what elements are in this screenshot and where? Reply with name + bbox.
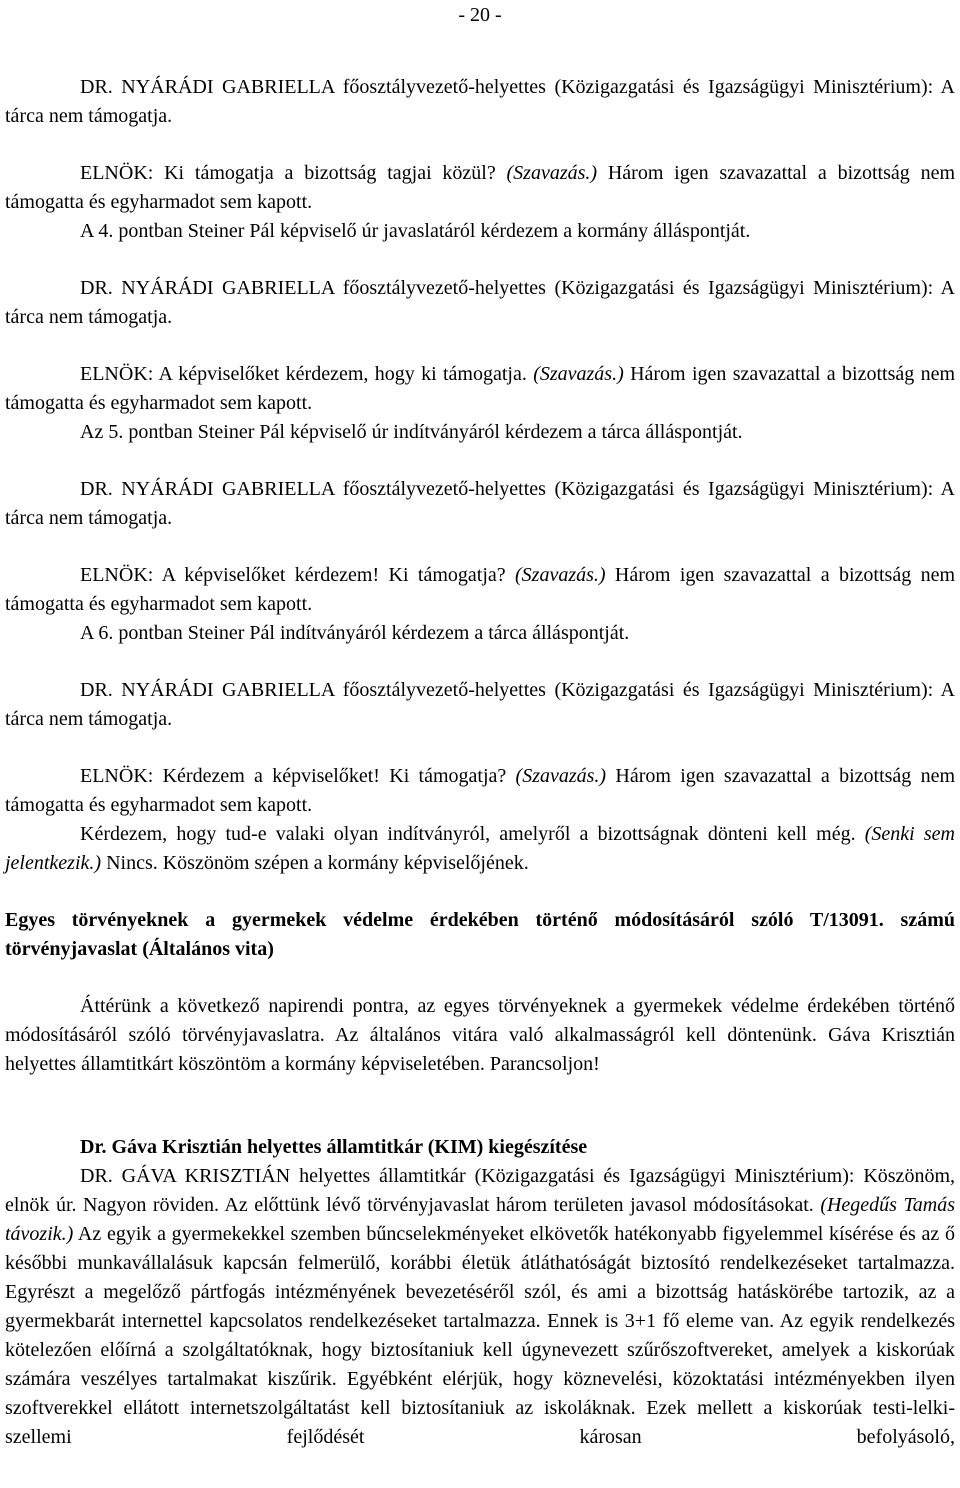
paragraph-text: DR. NYÁRÁDI GABRIELLA főosztályvezető-helyettes (Közigazgatási és Igazságügyi Minisztérium): A tárca nem támogatja. bbox=[5, 76, 955, 127]
document-body bbox=[5, 73, 955, 1452]
paragraph bbox=[5, 619, 955, 648]
paragraph bbox=[5, 159, 955, 217]
paragraph bbox=[5, 360, 955, 418]
paragraph-text: ELNÖK: A képviselőket kérdezem, hogy ki támogatja. bbox=[80, 363, 534, 385]
paragraph-text: Áttérünk a következő napirendi pontra, az egyes törvényeknek a gyermekek védelme érdekében történő módosításáról szóló törvényjavaslatra. Az általános vitára való alkalmasságról kell döntenünk. Gáva Krisztián helyettes államtitkárt köszöntöm a kormány képviseletében. Parancsoljon! bbox=[5, 995, 955, 1075]
stage-direction: (Senki sem jelentkezik.) bbox=[5, 823, 955, 874]
section-heading bbox=[5, 906, 955, 964]
paragraph bbox=[5, 820, 955, 878]
paragraph-text: ELNÖK: Kérdezem a képviselőket! Ki támogatja? bbox=[80, 765, 516, 787]
page-number: - 20 - bbox=[458, 4, 502, 26]
paragraph bbox=[5, 475, 955, 533]
paragraph-text: Kérdezem, hogy tud-e valaki olyan indítványról, amelyről a bizottságnak dönteni kell még. bbox=[80, 823, 865, 845]
paragraph bbox=[5, 274, 955, 332]
stage-direction: (Szavazás.) bbox=[533, 363, 624, 385]
paragraph bbox=[5, 1162, 955, 1452]
paragraph-text: ELNÖK: A képviselőket kérdezem! Ki támogatja? bbox=[80, 564, 516, 586]
paragraph-text: Három igen szavazattal a bizottság nem támogatta és egyharmadot sem kapott. bbox=[5, 765, 956, 816]
paragraph-text: DR. NYÁRÁDI GABRIELLA főosztályvezető-helyettes (Közigazgatási és Igazságügyi Minisztérium): A tárca nem támogatja. bbox=[5, 679, 955, 730]
paragraph-text: A 6. pontban Steiner Pál indítványáról kérdezem a tárca álláspontját. bbox=[80, 622, 630, 644]
stage-direction: (Szavazás.) bbox=[506, 162, 598, 184]
paragraph bbox=[5, 676, 955, 734]
paragraph-text: Egyes törvényeknek a gyermekek védelme érdekében történő módosításáról szóló T/13091. számú törvényjavaslat (Általános vita) bbox=[5, 909, 955, 960]
paragraph-text: ELNÖK: Ki támogatja a bizottság tagjai közül? bbox=[80, 162, 507, 184]
stage-direction: (Hegedűs Tamás távozik.) bbox=[5, 1194, 956, 1245]
paragraph-text: Az 5. pontban Steiner Pál képviselő úr indítványáról kérdezem a tárca álláspontját. bbox=[80, 421, 743, 443]
paragraph-text: Az egyik a gyermekekkel szemben bűncselekményeket elkövetők hatékonyabb figyelemmel kísérése és az ő későbbi munkavállalásuk kapcsán felmerülő, korábbi életük átláthatóságát biztosító rendelkezéseket tartalmazza. Egyrészt a megelőző pártfogás intézményének bevezetéséről szól, és ami a bizottság hatáskörébe tartozik, az a gyermekbarát internettel kapcsolatos rendelkezéseket tartalmazza. Ennek is 3+1 fő eleme van. Az egyik rendelkezés kötelezően előírná a szolgáltatóknak, hogy biztosítaniuk kell úgynevezett szűrőszoftvereket, amelyek a kiskorúak számára veszélyes tartalmakat kiszűrik. Egyébként elérjük, hogy köznevelési, közoktatási intézményekben ilyen szoftverekkel ellátott internetszolgáltatást kell biztosítaniuk az iskoláknak. Ezek mellett a kiskorúak testi-lelki-szellemi fejlődését károsan befolyásoló, bbox=[5, 1223, 955, 1448]
paragraph bbox=[5, 418, 955, 447]
paragraph-text: Dr. Gáva Krisztián helyettes államtitkár (KIM) kiegészítése bbox=[80, 1136, 588, 1158]
paragraph bbox=[5, 217, 955, 246]
paragraph-text: DR. GÁVA KRISZTIÁN helyettes államtitkár (Közigazgatási és Igazságügyi Minisztérium): Köszönöm, elnök úr. Nagyon röviden. Az előttünk lévő törvényjavaslat három területen javasol módosításokat. bbox=[5, 1165, 955, 1216]
paragraph bbox=[5, 992, 955, 1079]
paragraph-text: Nincs. Köszönöm szépen a kormány képviselőjének. bbox=[101, 852, 529, 874]
stage-direction: (Szavazás.) bbox=[515, 765, 607, 787]
paragraph-text: Három igen szavazattal a bizottság nem támogatta és egyharmadot sem kapott. bbox=[5, 564, 956, 615]
speaker-heading bbox=[5, 1133, 955, 1162]
stage-direction: (Szavazás.) bbox=[515, 564, 606, 586]
paragraph-text: DR. NYÁRÁDI GABRIELLA főosztályvezető-helyettes (Közigazgatási és Igazságügyi Minisztérium): A tárca nem támogatja. bbox=[5, 478, 955, 529]
paragraph-text: A 4. pontban Steiner Pál képviselő úr javaslatáról kérdezem a kormány álláspontját. bbox=[80, 220, 751, 242]
paragraph bbox=[5, 561, 955, 619]
paragraph bbox=[5, 762, 955, 820]
paragraph bbox=[5, 73, 955, 131]
paragraph-text: Három igen szavazattal a bizottság nem támogatta és egyharmadot sem kapott. bbox=[5, 162, 955, 213]
paragraph-text: Három igen szavazattal a bizottság nem támogatta és egyharmadot sem kapott. bbox=[5, 363, 955, 414]
paragraph-text: DR. NYÁRÁDI GABRIELLA főosztályvezető-helyettes (Közigazgatási és Igazságügyi Minisztérium): A tárca nem támogatja. bbox=[5, 277, 955, 328]
